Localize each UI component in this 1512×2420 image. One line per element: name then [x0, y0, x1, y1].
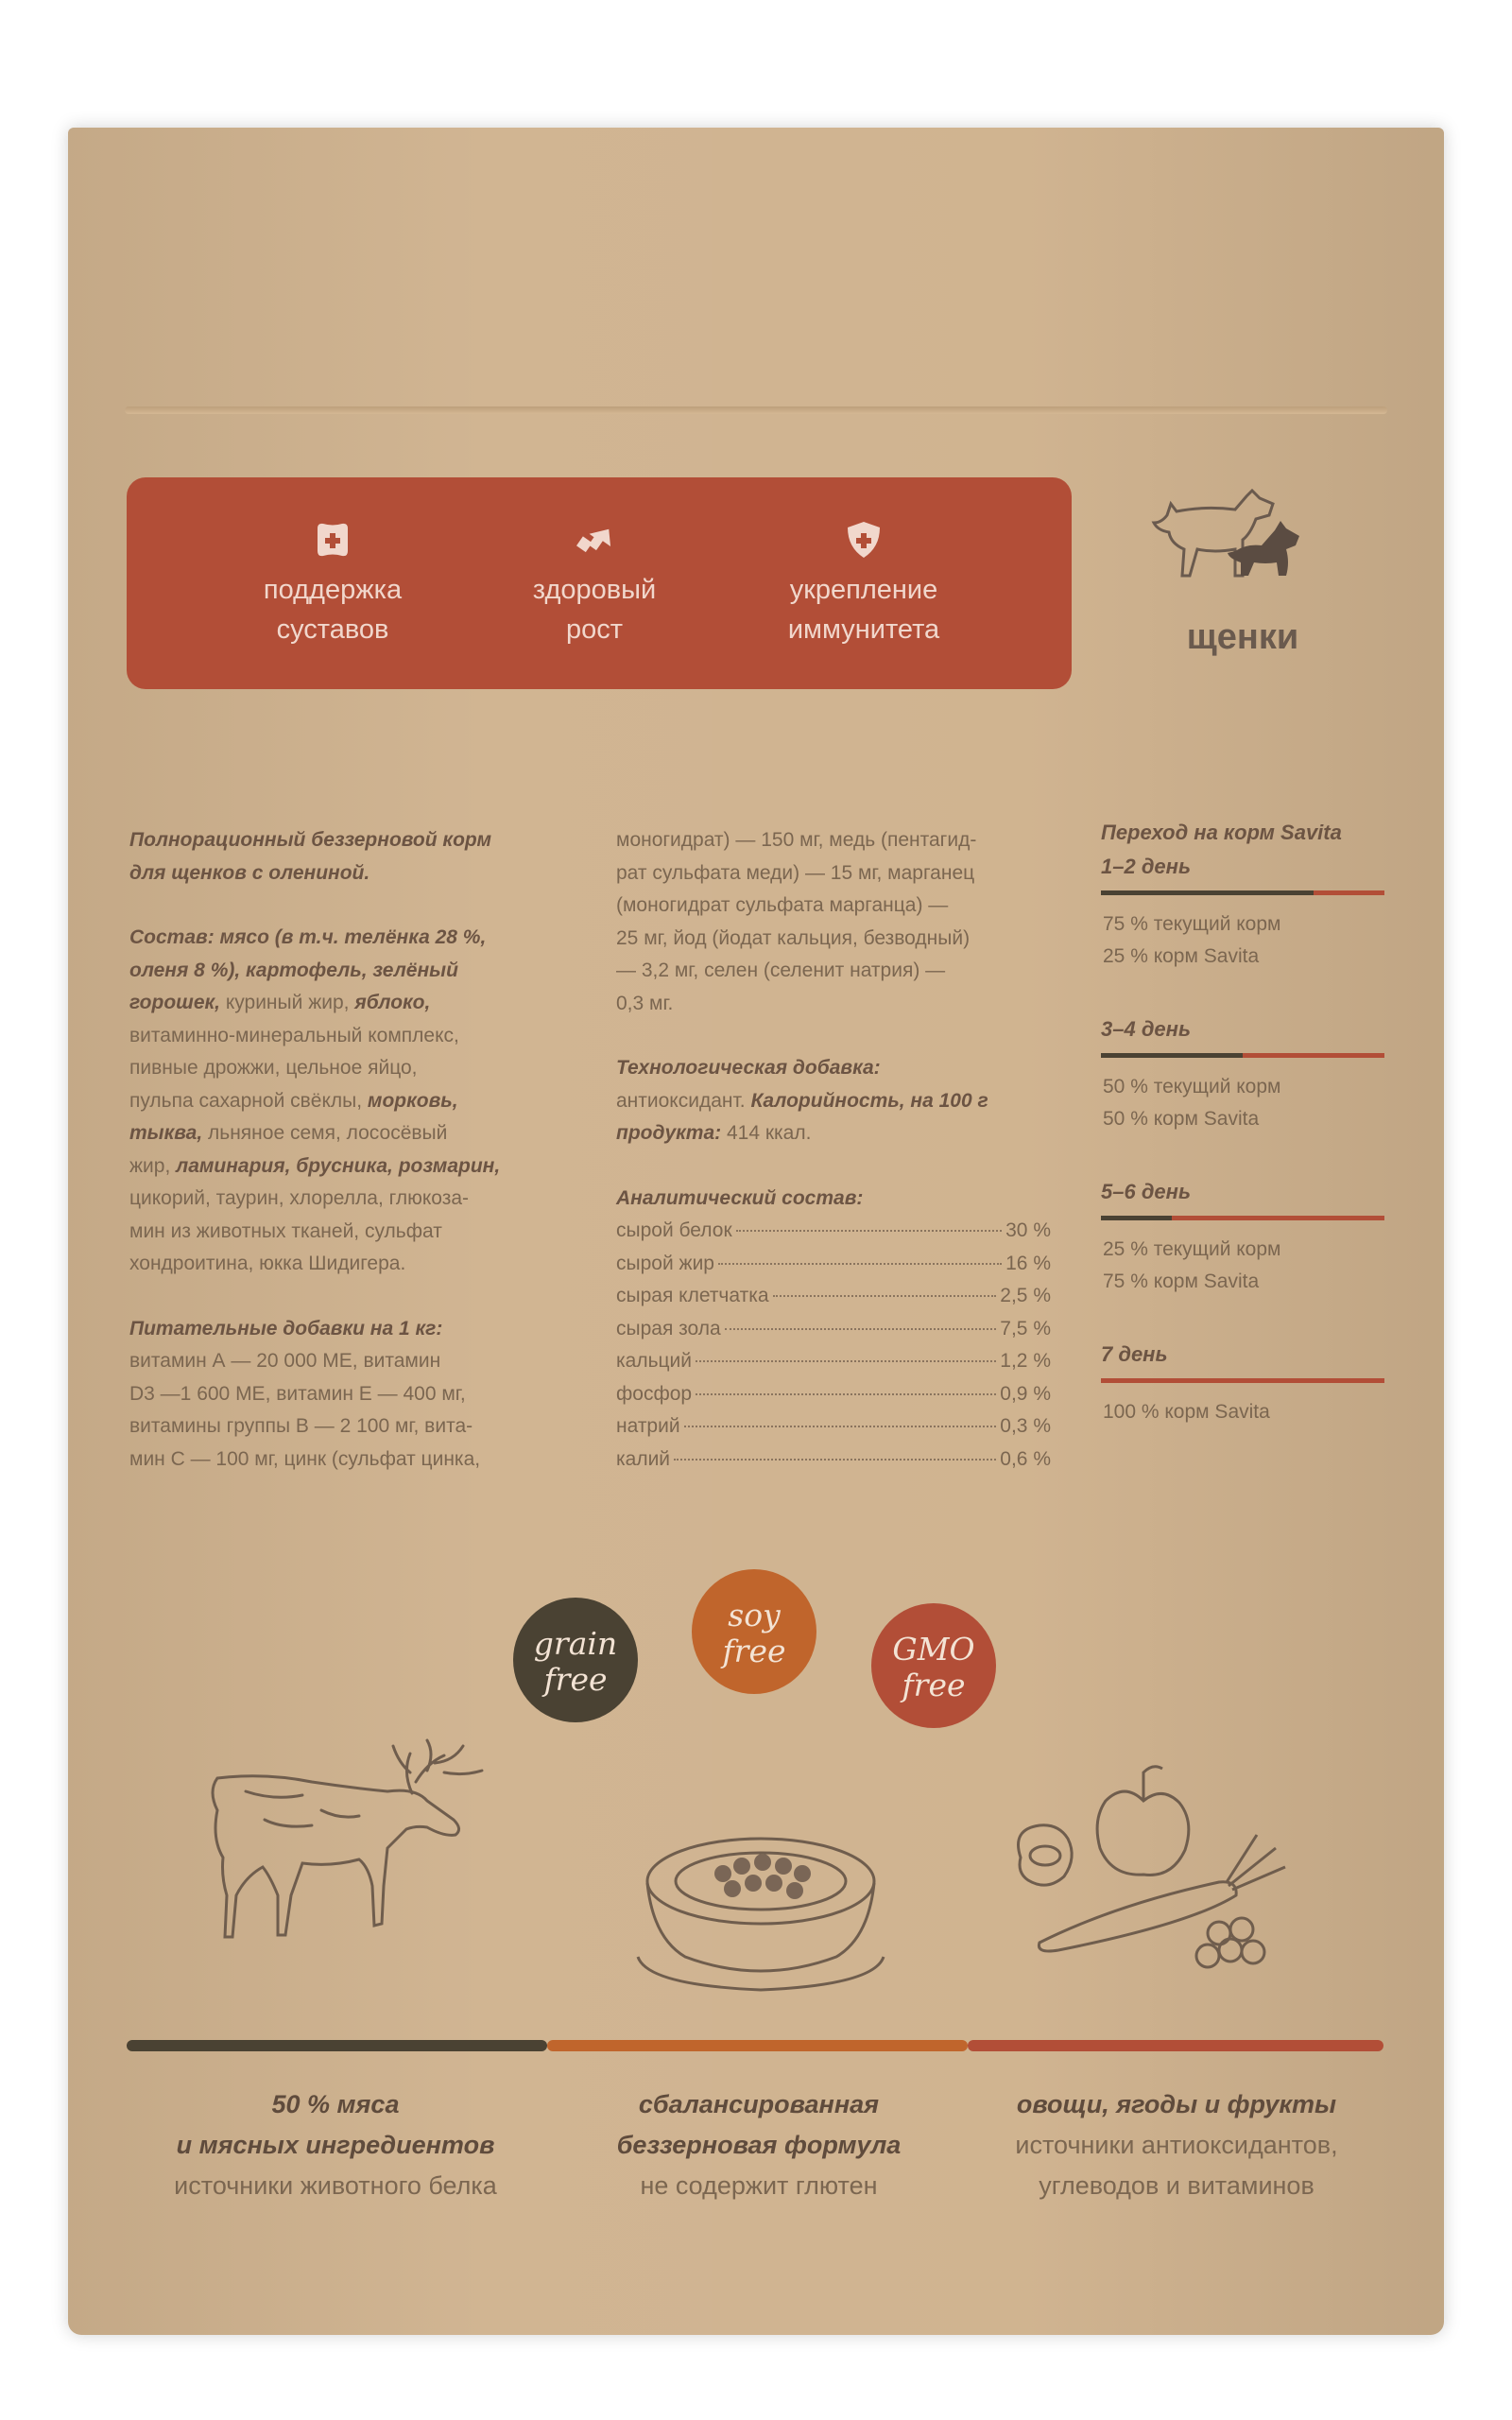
savita-food-bar [1101, 1378, 1384, 1383]
composition-bold: горошек, [129, 992, 220, 1013]
section-stripe [127, 2040, 547, 2051]
analysis-name: сырой жир [616, 1252, 714, 1274]
analysis-name: калий [616, 1447, 671, 1470]
analysis-row [616, 1410, 1051, 1443]
feature-label-line1: поддержка [263, 575, 403, 605]
leader-dots [674, 1459, 996, 1461]
fruits-vegetables-icon [1002, 1744, 1323, 1990]
section-stripe [547, 2040, 968, 2051]
step-line: 100 % корм Savita [1103, 1401, 1270, 1423]
analysis-name: натрий [616, 1415, 680, 1437]
deer-icon [180, 1735, 520, 1980]
composition-line: мин из животных тканей, сульфат [129, 1219, 442, 1242]
step-day: 3–4 день [1101, 1017, 1192, 1041]
composition-line: пивные дрожжи, цельное яйцо, [129, 1057, 418, 1079]
food-bowl-icon [619, 1815, 902, 2004]
tech-text: антиоксидант. [616, 1089, 751, 1112]
step-line: 25 % корм Savita [1103, 945, 1260, 967]
dog-puppy-icon [1148, 477, 1337, 600]
composition-line: оленя 8 %), картофель, зелёный [129, 959, 458, 981]
step-line: 25 % текущий корм [1103, 1238, 1281, 1260]
leader-dots [684, 1426, 997, 1427]
zip-seal [125, 406, 1387, 414]
caption-line: овощи, ягоды и фрукты [1016, 2090, 1337, 2118]
transition-step [1101, 855, 1389, 967]
savita-food-bar [1314, 890, 1384, 895]
step-day: 7 день [1101, 1342, 1168, 1366]
analysis-table [616, 1215, 1056, 1476]
calories-label: продукта: [616, 1122, 722, 1144]
step-line: 75 % текущий корм [1103, 913, 1281, 935]
additives-title: Питательные добавки на 1 кг: [129, 1317, 443, 1340]
badge-line: free [902, 1667, 966, 1703]
additives-line: 25 мг, йод (йодат кальция, безводный) [616, 926, 971, 949]
composition-line: витаминно-минеральный комплекс, [129, 1024, 459, 1046]
additives-line: D3 —1 600 МЕ, витамин Е — 400 мг, [129, 1382, 466, 1405]
analysis-row [616, 1345, 1051, 1378]
analysis-row [616, 1443, 1051, 1477]
badge-line: soy [728, 1597, 781, 1634]
analysis-value: 30 % [1005, 1219, 1051, 1241]
transition-step [1101, 1342, 1389, 1423]
leader-dots [725, 1328, 997, 1330]
analysis-value: 1,2 % [1000, 1350, 1051, 1372]
badge-line: free [543, 1661, 608, 1698]
leader-dots [696, 1360, 996, 1362]
tech-title: Технологическая добавка: [616, 1057, 881, 1079]
joint-support-icon [312, 519, 353, 561]
step-day: 1–2 день [1101, 855, 1192, 878]
current-food-bar [1101, 1216, 1172, 1220]
analysis-row [616, 1280, 1051, 1313]
analysis-row [616, 1215, 1051, 1248]
feature-label-line1: укрепление [789, 575, 938, 605]
badge-line: GMO [892, 1631, 975, 1668]
step-line: 50 % корм Savita [1103, 1108, 1260, 1130]
additives-line: 0,3 мг. [616, 992, 674, 1014]
caption-line: источники антиоксидантов, [1015, 2131, 1338, 2159]
badge-line: grain [533, 1625, 618, 1662]
free-badge [692, 1569, 816, 1694]
additives-line: рат сульфата меди) — 15 мг, марганец [616, 861, 975, 884]
additives-line: витамины группы В — 2 100 мг, вита- [129, 1415, 473, 1437]
analysis-name: сырая клетчатка [616, 1285, 769, 1306]
analysis-row [616, 1313, 1051, 1346]
feature-caption [546, 2084, 971, 2206]
step-line: 75 % корм Savita [1103, 1270, 1260, 1292]
leader-dots [773, 1295, 997, 1297]
analysis-name: сырой белок [616, 1219, 732, 1241]
leader-dots [718, 1263, 1002, 1265]
caption-line: сбалансированная [638, 2090, 880, 2118]
composition-bold: яблоко, [354, 992, 431, 1013]
species-label: щенки [1186, 617, 1299, 657]
savita-food-bar [1172, 1216, 1384, 1220]
leader-dots [696, 1393, 996, 1395]
step-day: 5–6 день [1101, 1180, 1192, 1203]
transition-schedule [1101, 821, 1389, 1423]
intro-line: для щенков с олениной. [129, 861, 370, 884]
analysis-name: фосфор [616, 1382, 693, 1405]
transition-step [1101, 1180, 1389, 1292]
analysis-name: сырая зола [616, 1317, 721, 1340]
composition-bold: морковь, [367, 1089, 458, 1112]
caption-line: 50 % мяса [271, 2090, 400, 2118]
analysis-title: Аналитический состав: [616, 1186, 864, 1209]
benefits-banner [127, 477, 1072, 689]
composition-bold: тыква, [129, 1122, 203, 1144]
additives-line: мин С — 100 мг, цинк (сульфат цинка, [129, 1447, 481, 1470]
feature-label-line2: суставов [276, 614, 389, 645]
caption-line: беззерновая формула [616, 2131, 902, 2159]
analysis-value: 0,3 % [1000, 1415, 1051, 1437]
feature-label-line2: иммунитета [787, 614, 940, 645]
composition-text: куриный жир, [220, 992, 355, 1013]
composition-line: цикорий, таурин, хлорелла, глюкоза- [129, 1187, 469, 1209]
growth-arrow-icon [574, 519, 615, 561]
additives-line: витамин А — 20 000 МЕ, витамин [129, 1350, 441, 1372]
caption-line: углеводов и витаминов [1039, 2171, 1314, 2200]
feature-label-line2: рост [565, 614, 624, 645]
intro-line: Полнорационный беззерновой корм [129, 829, 491, 851]
feature-caption [123, 2084, 548, 2206]
analysis-row [616, 1248, 1051, 1281]
caption-line: и мясных ингредиентов [176, 2131, 495, 2159]
savita-food-bar [1243, 1053, 1384, 1058]
calories-value: 414 ккал. [721, 1122, 812, 1144]
caption-line: источники животного белка [174, 2171, 497, 2200]
transition-title: Переход на корм Savita [1101, 821, 1342, 844]
leader-dots [736, 1230, 1002, 1232]
composition-line: хондроитина, юкка Шидигера. [129, 1253, 406, 1274]
analysis-name: кальций [616, 1350, 693, 1372]
composition-text: пульпа сахарной свёклы, [129, 1089, 368, 1112]
composition-bold: ламинария, брусника, розмарин, [176, 1154, 501, 1177]
caption-line: не содержит глютен [640, 2171, 878, 2200]
analysis-value: 7,5 % [1000, 1317, 1051, 1340]
free-badge [513, 1598, 638, 1722]
free-badge [871, 1603, 996, 1728]
composition-text: льняное семя, лососёвый [202, 1122, 448, 1144]
additives-line: (моногидрат сульфата марганца) — [616, 894, 949, 916]
step-line: 50 % текущий корм [1103, 1076, 1281, 1098]
section-stripe [968, 2040, 1383, 2051]
composition-text: жир, [129, 1154, 177, 1177]
analysis-value: 0,6 % [1000, 1447, 1051, 1470]
badge-line: free [722, 1633, 786, 1669]
analysis-row [616, 1378, 1051, 1411]
additives-line: — 3,2 мг, селен (селенит натрия) — [616, 959, 946, 981]
composition-line: Состав: мясо (в т.ч. телёнка 28 %, [129, 926, 487, 948]
analysis-value: 0,9 % [1000, 1382, 1051, 1405]
composition-column-2 [616, 824, 1056, 1476]
analysis-value: 16 % [1005, 1252, 1051, 1274]
calories-label: Калорийность, на 100 г [750, 1089, 988, 1112]
feature-caption [964, 2084, 1389, 2206]
current-food-bar [1101, 890, 1314, 895]
analysis-value: 2,5 % [1000, 1285, 1051, 1306]
composition-column-1 [129, 824, 574, 1476]
feature-label-line1: здоровый [532, 575, 657, 605]
shield-icon [843, 519, 885, 561]
transition-step [1101, 1017, 1389, 1130]
current-food-bar [1101, 1053, 1243, 1058]
additives-line: моногидрат) — 150 мг, медь (пентагид- [616, 829, 977, 851]
